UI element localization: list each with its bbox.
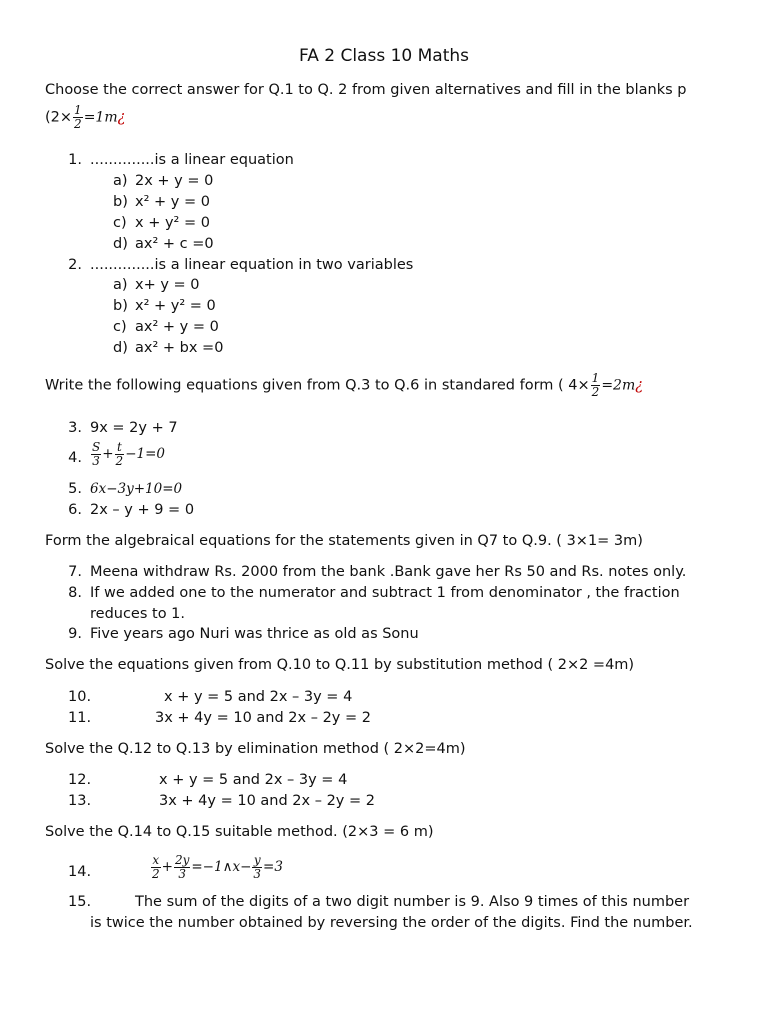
fraction-numerator: x (152, 853, 160, 867)
fraction-numerator: 1 (591, 371, 600, 385)
equation-middle: =−1∧x− (191, 859, 252, 875)
question-equation (150, 854, 283, 881)
section-2-text: Write the following equations given from Q.3 to Q.6 in standared form ( 4× (45, 377, 590, 394)
question-8-continued: reduces to 1. (90, 606, 186, 622)
option-letter: c) (113, 319, 127, 335)
option-text: ax² + bx =0 (135, 340, 224, 356)
fraction-x-over-2 (151, 854, 161, 881)
document-title: FA 2 Class 10 Maths (298, 46, 470, 66)
fraction-denominator: 3 (178, 867, 186, 881)
fraction-y-over-3 (252, 854, 262, 881)
section-1-instruction: Choose the correct answer for Q.1 to Q. 2 from given alternatives and fill in the blanks p (45, 82, 687, 98)
option-2d (113, 340, 223, 356)
section-1-marks (45, 104, 125, 131)
question-number: 10. (68, 689, 92, 705)
option-2c (113, 319, 219, 335)
question-number: 6. (68, 502, 82, 518)
fraction-denominator: 2 (74, 117, 82, 131)
question-text: Meena withdraw Rs. 2000 from the bank .Bank gave her Rs 50 and Rs. notes only. (90, 564, 687, 580)
fraction-denominator: 3 (92, 454, 100, 468)
marks-glyph: ¿ (635, 377, 644, 394)
question-15-continued: is twice the number obtained by reversing the order of the digits. Find the number. (90, 915, 693, 931)
question-number: 12. (68, 772, 92, 788)
fraction-numerator: S (92, 440, 101, 454)
option-text: ax² + c =0 (135, 236, 214, 252)
marks-fraction (591, 372, 601, 399)
fraction-numerator: 1 (74, 103, 82, 117)
option-letter: c) (113, 215, 127, 231)
fraction-2y-over-3 (174, 854, 190, 881)
option-letter: a) (113, 173, 128, 189)
fraction-numerator: t (115, 441, 125, 455)
question-number: 9. (68, 626, 82, 642)
question-number: 4. (68, 450, 82, 466)
option-text: ax² + y = 0 (135, 319, 219, 335)
question-number: 3. (68, 420, 82, 436)
question-text-line-1: The sum of the digits of a two digit number is 9. Also 9 times of this number (135, 894, 690, 910)
fraction-t-over-2 (115, 441, 125, 468)
question-text-line-1: If we added one to the numerator and subtract 1 from denominator , the fraction (90, 585, 680, 601)
fraction-s-over-3 (91, 441, 101, 468)
option-1a (113, 173, 213, 189)
option-text: x² + y = 0 (135, 194, 210, 210)
plus-sign: + (102, 446, 114, 462)
option-letter: d) (113, 340, 128, 356)
option-1d (113, 236, 214, 252)
fraction-denominator: 3 (253, 867, 262, 881)
fraction-numerator: 2y (174, 853, 190, 867)
section-3-instruction: Form the algebraical equations for the statements given in Q7 to Q.9. ( 3×1= 3m) (45, 533, 643, 549)
question-number: 14. (68, 864, 92, 880)
question-text: x + y = 5 and 2x – 3y = 4 (164, 689, 353, 705)
question-text: ..............is a linear equation (90, 152, 294, 168)
plus-sign: + (161, 859, 173, 875)
option-letter: d) (113, 236, 128, 252)
question-number: 11. (68, 710, 92, 726)
question-equation: 6x−3y+10=0 (90, 481, 183, 497)
marks-fraction (73, 104, 83, 131)
section-2-instruction (45, 372, 643, 399)
question-text: 2x – y + 9 = 0 (90, 502, 195, 518)
option-2b (113, 298, 216, 314)
option-text: x² + y² = 0 (135, 298, 216, 314)
question-text: 9x = 2y + 7 (90, 420, 178, 436)
question-number: 13. (68, 793, 92, 809)
question-number: 7. (68, 564, 82, 580)
section-5-instruction: Solve the Q.12 to Q.13 by elimination method ( 2×2=4m) (45, 741, 466, 757)
option-letter: b) (113, 194, 128, 210)
question-number: 1. (68, 152, 82, 168)
equation-rest: =3 (263, 859, 283, 875)
option-text: x+ y = 0 (135, 277, 200, 293)
option-text: x + y² = 0 (135, 215, 210, 231)
option-1b (113, 194, 210, 210)
question-text: x + y = 5 and 2x – 3y = 4 (159, 772, 348, 788)
question-number: 15. (68, 894, 92, 910)
option-letter: a) (113, 277, 128, 293)
section-6-instruction: Solve the Q.14 to Q.15 suitable method. (2×3 = 6 m) (45, 824, 434, 840)
question-text: 3x + 4y = 10 and 2x – 2y = 2 (159, 793, 375, 809)
question-equation (90, 441, 165, 468)
fraction-denominator: 2 (115, 454, 124, 468)
fraction-numerator: y (253, 853, 261, 867)
fraction-denominator: 2 (591, 385, 600, 399)
option-1c (113, 215, 210, 231)
marks-suffix: =2m (601, 377, 636, 394)
marks-prefix: (2× (45, 109, 73, 126)
option-2a (113, 277, 200, 293)
question-number: 2. (68, 257, 82, 273)
fraction-denominator: 2 (152, 867, 160, 881)
option-letter: b) (113, 298, 128, 314)
marks-glyph: ¿ (117, 109, 126, 126)
option-text: 2x + y = 0 (135, 173, 214, 189)
question-text: 3x + 4y = 10 and 2x – 2y = 2 (155, 710, 371, 726)
marks-suffix: =1m (83, 109, 118, 126)
question-number: 5. (68, 481, 82, 497)
question-text: ..............is a linear equation in two variables (90, 257, 414, 273)
question-text: Five years ago Nuri was thrice as old as Sonu (90, 626, 419, 642)
equation-rest: −1=0 (125, 446, 165, 462)
section-4-instruction: Solve the equations given from Q.10 to Q.11 by substitution method ( 2×2 =4m) (45, 657, 635, 673)
question-number: 8. (68, 585, 82, 601)
